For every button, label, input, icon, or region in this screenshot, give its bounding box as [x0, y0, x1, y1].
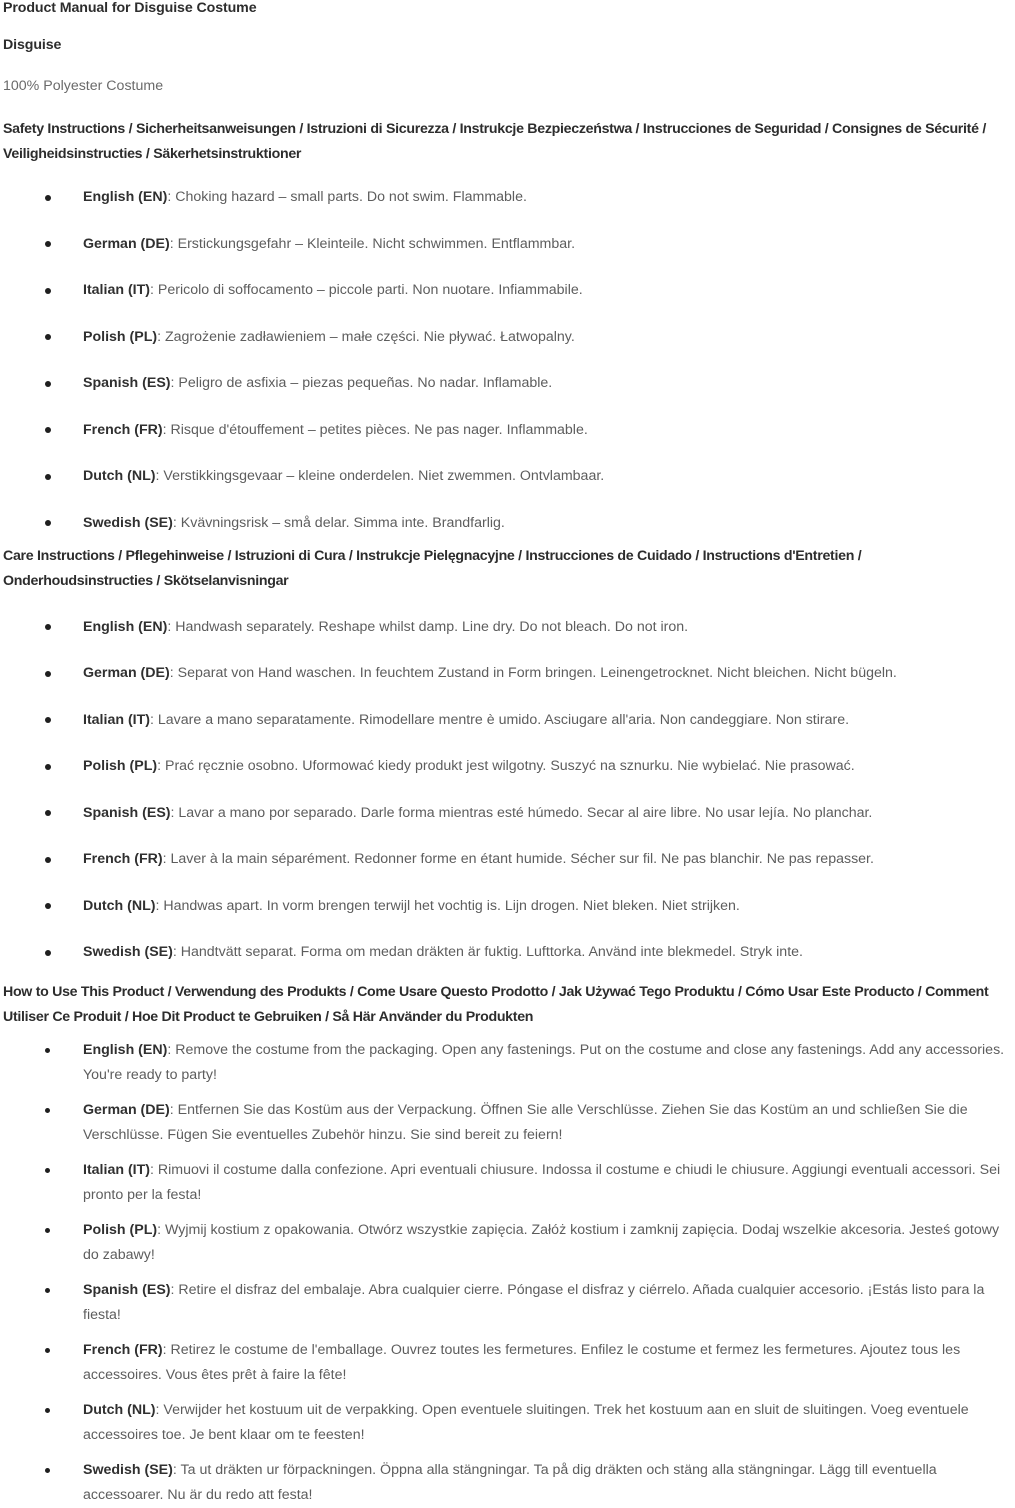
- bullet-icon: [45, 427, 51, 433]
- instruction-text: Handtvätt separat. Forma om medan dräkten är fuktig. Lufttorka. Använd inte blekmedel. Stryk inte.: [180, 944, 803, 960]
- bullet-icon: [45, 624, 51, 630]
- section-heading-usage: How to Use This Product / Verwendung des Produkts / Come Usare Questo Prodotto / Jak Używać Tego Produktu / Cómo Usar Este Producto / Comment Utiliser Ce Produit / Hoe Dit Product te Gebruiken / Så Här Använder du Produkten: [3, 984, 989, 1025]
- language-label: Dutch (NL): [83, 897, 156, 914]
- instruction-text: Handwas apart. In vorm brengen terwijl het vochtig is. Lijn drogen. Niet bleken. Niet strijken.: [163, 897, 740, 914]
- label-separator: :: [150, 1162, 158, 1178]
- bullet-icon: [45, 1288, 50, 1293]
- safety-item-it: [3, 278, 1007, 303]
- instruction-text: Lavar a mano por separado. Darle forma mientras esté húmedo. Secar al aire libre. No usar lejía. No planchar.: [178, 804, 873, 821]
- instruction-text: Kvävningsrisk – små delar. Simma inte. Brandfarlig.: [180, 514, 505, 531]
- instruction-text: Separat von Hand waschen. In feuchtem Zustand in Form bringen. Leinengetrocknet. Nicht bleichen. Nicht bügeln.: [177, 665, 897, 681]
- language-label: Swedish (SE): [83, 944, 173, 960]
- safety-item-pl: [3, 325, 1007, 350]
- label-separator: :: [162, 851, 171, 867]
- bullet-icon: [45, 1048, 50, 1053]
- label-separator: :: [150, 711, 158, 728]
- safety-item-en: [3, 185, 1007, 210]
- instruction-text: Handwash separately. Reshape whilst damp. Line dry. Do not bleach. Do not iron.: [175, 618, 689, 635]
- bullet-icon: [45, 1348, 50, 1353]
- language-label: Polish (PL): [83, 328, 158, 345]
- language-label: English (EN): [83, 189, 168, 205]
- bullet-icon: [45, 381, 51, 387]
- usage-instructions-list: [3, 1038, 1007, 1508]
- instruction-text: Choking hazard – small parts. Do not swim. Flammable.: [175, 189, 527, 205]
- usage-item-it: [3, 1158, 1007, 1208]
- label-separator: :: [157, 758, 165, 774]
- bullet-icon: [45, 810, 51, 816]
- bullet-icon: [45, 195, 51, 201]
- bullet-icon: [45, 1108, 50, 1113]
- language-label: German (DE): [83, 1102, 170, 1118]
- instruction-text: Prać ręcznie osobno. Uformować kiedy produkt jest wilgotny. Suszyć na sznurku. Nie wybielać. Nie prasować.: [164, 758, 855, 774]
- section-heading-safety: Safety Instructions / Sicherheitsanweisungen / Istruzioni di Sicurezza / Instrukcje Bezpieczeństwa / Instrucciones de Seguridad / Consignes de Sécurité / Veiligheidsinstructies / Säkerhetsinstruktioner: [3, 121, 986, 162]
- document-title: Product Manual for Disguise Costume: [3, 0, 257, 16]
- bullet-icon: [45, 474, 51, 480]
- instruction-text: Verstikkingsgevaar – kleine onderdelen. Niet zwemmen. Ontvlambaar.: [163, 468, 605, 484]
- care-item-de: [3, 661, 1007, 686]
- label-separator: :: [150, 282, 158, 298]
- bullet-icon: [45, 1408, 50, 1413]
- language-label: Swedish (SE): [83, 514, 173, 531]
- label-separator: :: [172, 944, 181, 960]
- care-instructions-list: [3, 615, 1007, 966]
- bullet-icon: [45, 903, 51, 909]
- language-label: English (EN): [83, 618, 168, 635]
- usage-item-es: [3, 1278, 1007, 1328]
- care-item-se: [3, 940, 1007, 965]
- safety-item-de: [3, 232, 1007, 257]
- label-separator: :: [167, 189, 176, 205]
- bullet-icon: [45, 241, 51, 247]
- label-separator: :: [155, 468, 164, 484]
- care-item-fr: [3, 847, 1007, 872]
- language-label: Spanish (ES): [83, 804, 171, 821]
- safety-item-fr: [3, 418, 1007, 443]
- language-label: French (FR): [83, 851, 163, 867]
- label-separator: :: [155, 897, 164, 914]
- label-separator: :: [169, 235, 178, 252]
- safety-item-nl: [3, 464, 1007, 489]
- instruction-text: Zagrożenie zadławieniem – małe części. Nie pływać. Łatwopalny.: [164, 328, 575, 345]
- usage-item-de: [3, 1098, 1007, 1148]
- instruction-text: Rimuovi il costume dalla confezione. Apri eventuali chiusure. Indossa il costume e chiudi le chiusure. Aggiungi eventuali accessori. Sei pronto per la festa!: [83, 1162, 1001, 1203]
- label-separator: :: [172, 1462, 181, 1478]
- language-label: Spanish (ES): [83, 1282, 171, 1298]
- care-item-pl: [3, 754, 1007, 779]
- product-material: 100% Polyester Costume: [3, 78, 164, 94]
- label-separator: :: [157, 328, 165, 345]
- instruction-text: Peligro de asfixia – piezas pequeñas. No nadar. Inflamable.: [178, 375, 553, 391]
- usage-item-se: [3, 1458, 1007, 1508]
- language-label: Italian (IT): [83, 282, 150, 298]
- bullet-icon: [45, 288, 51, 294]
- language-label: Polish (PL): [83, 1222, 158, 1238]
- bullet-icon: [45, 520, 51, 526]
- safety-instructions-list: [3, 185, 1007, 536]
- usage-item-en: [3, 1038, 1007, 1088]
- language-label: French (FR): [83, 421, 163, 438]
- language-label: French (FR): [83, 1342, 163, 1358]
- bullet-icon: [45, 671, 51, 677]
- care-item-it: [3, 708, 1007, 733]
- bullet-icon: [45, 1468, 50, 1473]
- bullet-icon: [45, 857, 51, 863]
- language-label: Italian (IT): [83, 711, 150, 728]
- usage-item-fr: [3, 1338, 1007, 1388]
- language-label: Polish (PL): [83, 758, 158, 774]
- label-separator: :: [170, 804, 179, 821]
- language-label: German (DE): [83, 665, 170, 681]
- safety-item-se: [3, 511, 1007, 536]
- instruction-text: Wyjmij kostium z opakowania. Otwórz wszystkie zapięcia. Załóż kostium i zamknij zapięcia. Dodaj wszelkie akcesoria. Jesteś gotowy do zabawy!: [83, 1222, 1000, 1263]
- instruction-text: Retirez le costume de l'emballage. Ouvrez toutes les fermetures. Enfilez le costume et fermez les fermetures. Ajoutez tous les accessoires. Vous êtes prêt à faire la fête!: [83, 1342, 961, 1383]
- instruction-text: Lavare a mano separatamente. Rimodellare mentre è umido. Asciugare all'aria. Non candeggiare. Non stirare.: [157, 711, 850, 728]
- language-label: Dutch (NL): [83, 468, 156, 484]
- usage-item-nl: [3, 1398, 1007, 1448]
- label-separator: :: [155, 1402, 164, 1418]
- instruction-text: Erstickungsgefahr – Kleinteile. Nicht schwimmen. Entflammbar.: [177, 235, 576, 252]
- label-separator: :: [167, 618, 176, 635]
- safety-item-es: [3, 371, 1007, 396]
- label-separator: :: [162, 421, 171, 438]
- language-label: Swedish (SE): [83, 1462, 173, 1478]
- bullet-icon: [45, 1168, 50, 1173]
- label-separator: :: [170, 375, 179, 391]
- instruction-text: Entfernen Sie das Kostüm aus der Verpackung. Öffnen Sie alle Verschlüsse. Ziehen Sie das Kostüm an und schließen Sie die Verschlüsse. Fügen Sie eventuelles Zubehör hinzu. Sie sind bereit zu feiern!: [83, 1102, 968, 1143]
- instruction-text: Laver à la main séparément. Redonner forme en étant humide. Sécher sur fil. Ne pas blanchir. Ne pas repasser.: [170, 851, 874, 867]
- language-label: Dutch (NL): [83, 1402, 156, 1418]
- usage-item-pl: [3, 1218, 1007, 1268]
- label-separator: :: [169, 1102, 178, 1118]
- language-label: German (DE): [83, 235, 170, 252]
- label-separator: :: [169, 665, 178, 681]
- language-label: Italian (IT): [83, 1162, 150, 1178]
- instruction-text: Risque d'étouffement – petites pièces. Ne pas nager. Inflammable.: [170, 421, 588, 438]
- instruction-text: Remove the costume from the packaging. Open any fastenings. Put on the costume and close any fastenings. Add any accessories. You're ready to party!: [83, 1042, 1005, 1083]
- label-separator: :: [170, 1282, 179, 1298]
- instruction-text: Retire el disfraz del embalaje. Abra cualquier cierre. Póngase el disfraz y ciérrelo. Añada cualquier accesorio. ¡Estás listo para la fiesta!: [83, 1282, 985, 1323]
- product-name: Disguise: [3, 37, 62, 53]
- bullet-icon: [45, 334, 51, 340]
- bullet-icon: [45, 717, 51, 723]
- care-item-en: [3, 615, 1007, 640]
- bullet-icon: [45, 764, 51, 770]
- bullet-icon: [45, 1228, 50, 1233]
- language-label: Spanish (ES): [83, 375, 171, 391]
- label-separator: :: [162, 1342, 171, 1358]
- care-item-es: [3, 801, 1007, 826]
- section-heading-care: Care Instructions / Pflegehinweise / Istruzioni di Cura / Instrukcje Pielęgnacyjne / Instrucciones de Cuidado / Instructions d'Entretien / Onderhoudsinstructies / Skötselanvisningar: [3, 547, 862, 589]
- label-separator: :: [167, 1042, 176, 1058]
- label-separator: :: [172, 514, 181, 531]
- label-separator: :: [157, 1222, 165, 1238]
- instruction-text: Ta ut dräkten ur förpackningen. Öppna alla stängningar. Ta på dig dräkten och stäng alla stängningar. Lägg till eventuella accessoarer. Nu är du redo att festa!: [83, 1462, 937, 1503]
- bullet-icon: [45, 950, 51, 956]
- language-label: English (EN): [83, 1042, 168, 1058]
- instruction-text: Pericolo di soffocamento – piccole parti. Non nuotare. Infiammabile.: [157, 282, 583, 298]
- instruction-text: Verwijder het kostuum uit de verpakking. Open eventuele sluitingen. Trek het kostuum aan en sluit de sluitingen. Voeg eventuele accessoires toe. Je bent klaar om te feesten!: [83, 1402, 969, 1443]
- care-item-nl: [3, 894, 1007, 919]
